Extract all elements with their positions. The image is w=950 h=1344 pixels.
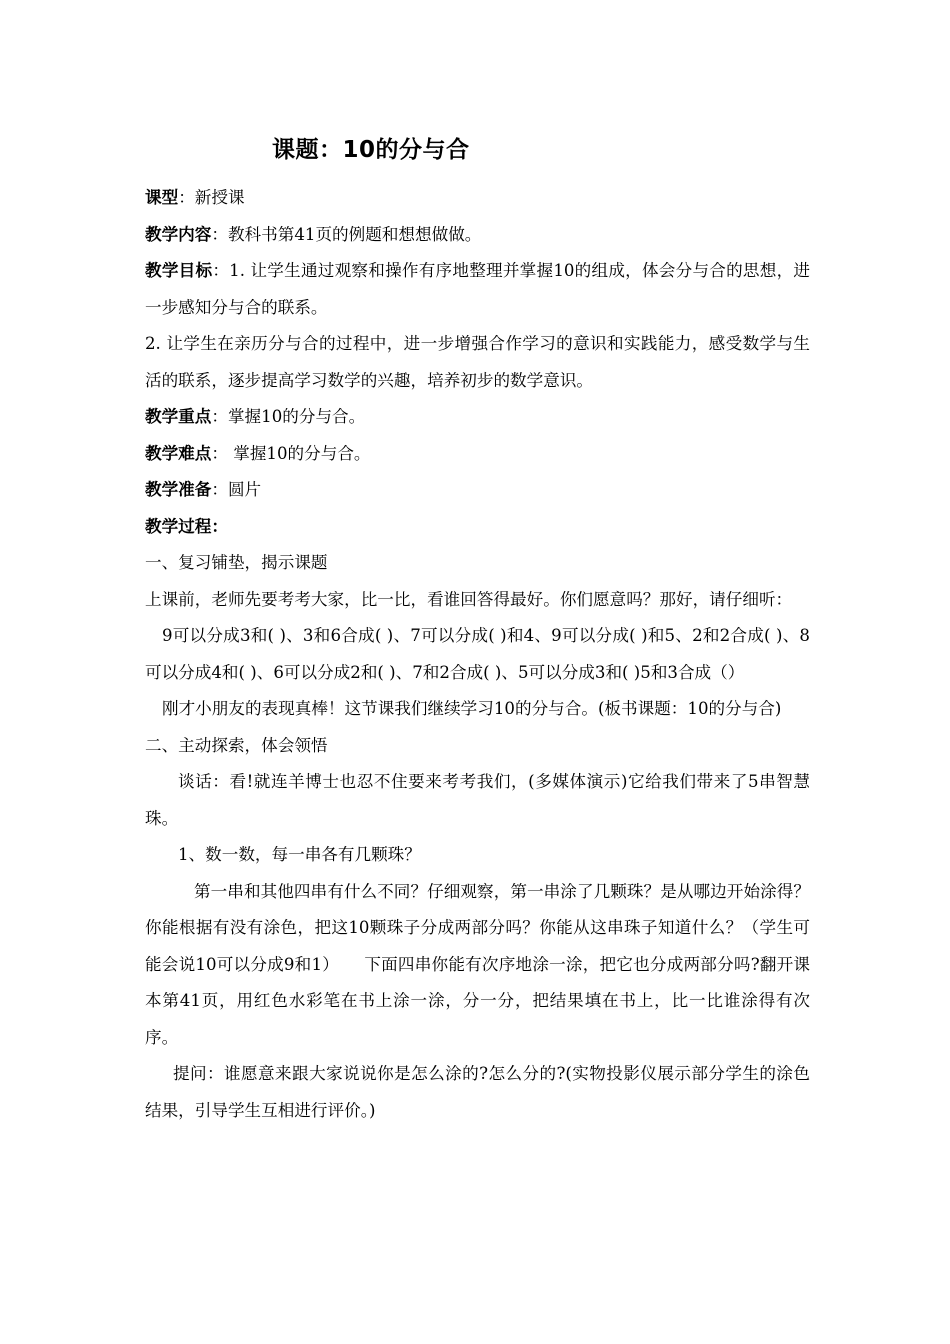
field-label: 教学内容 [145,224,212,244]
field-value: ：教科书第41页的例题和想想做做。 [211,224,482,244]
teaching-goal-2: 2. 让学生在亲历分与合的过程中，进一步增强合作学习的意识和实践能力，感受数学与生活的联系，逐步提高学习数学的兴趣，培养初步的数学意识。 [145,334,810,390]
field-label: 教学目标 [145,261,213,280]
field-value: ：1. 让学生通过观察和操作有序地整理并掌握10的组成，体会分与合的思想，进一步感知分与合的联系。 [145,261,810,317]
field-value: ：新授课 [178,188,245,207]
field-label: 课型 [145,188,179,207]
field-label: 教学过程： [145,516,228,536]
field-process [145,509,810,546]
section-heading: 一、复习铺垫，揭示课题 [145,553,328,572]
paragraph: 9可以分成3和( )、3和6合成( )、7可以分成( )和4、9可以分成( )和5、2和2合成( )、8可以分成4和( )、6可以分成2和( )、7和2合成( )、5可以分成3和( )5和3合成（） [145,626,810,682]
field-preparation [145,472,810,509]
paragraph: 1、数一数，每一串各有几颗珠？ [178,845,421,864]
field-label: 教学难点 [145,443,212,463]
field-teaching-goal [145,253,810,326]
field-course-type [145,180,810,217]
field-label: 教学准备 [145,480,212,499]
field-key-point [145,399,810,436]
field-label: 教学重点 [145,407,212,426]
page-title: 课题：10的分与合 [272,137,470,163]
paragraph: 提问：谁愿意来跟大家说说你是怎么涂的?怎么分的?(实物投影仪展示部分学生的涂色结果，引导学生互相进行评价。) [145,1064,810,1120]
field-difficulty [145,436,810,473]
document-body [145,180,810,1129]
section-heading: 二、主动探索，体会领悟 [145,735,328,755]
field-value: ： 掌握10的分与合。 [211,443,371,463]
paragraph: 谈话：看!就连羊博士也忍不住要来考考我们，(多媒体演示)它给我们带来了5串智慧珠。 [145,772,810,828]
paragraph: 第一串和其他四串有什么不同？仔细观察，第一串涂了几颗珠？是从哪边开始涂得？你能根据有没有涂色，把这10颗珠子分成两部分吗？你能从这串珠子知道什么？（学生可能会说10可以分成9和1） 下面四串你能有次序地涂一涂，把它也分成两部分吗?翻开课本第41页，用红色水彩笔在书上涂一涂，分一分，把结果填在书上，比一比谁涂得有次序。 [145,881,810,1047]
field-teaching-content [145,217,810,254]
field-value: ：圆片 [211,480,262,499]
paragraph: 上课前，老师先要考考大家，比一比，看谁回答得最好。你们愿意吗？那好，请仔细听： [145,589,793,609]
paragraph: 刚才小朋友的表现真棒！这节课我们继续学习10的分与合。(板书课题：10的分与合) [162,699,782,718]
field-value: ：掌握10的分与合。 [211,407,366,426]
